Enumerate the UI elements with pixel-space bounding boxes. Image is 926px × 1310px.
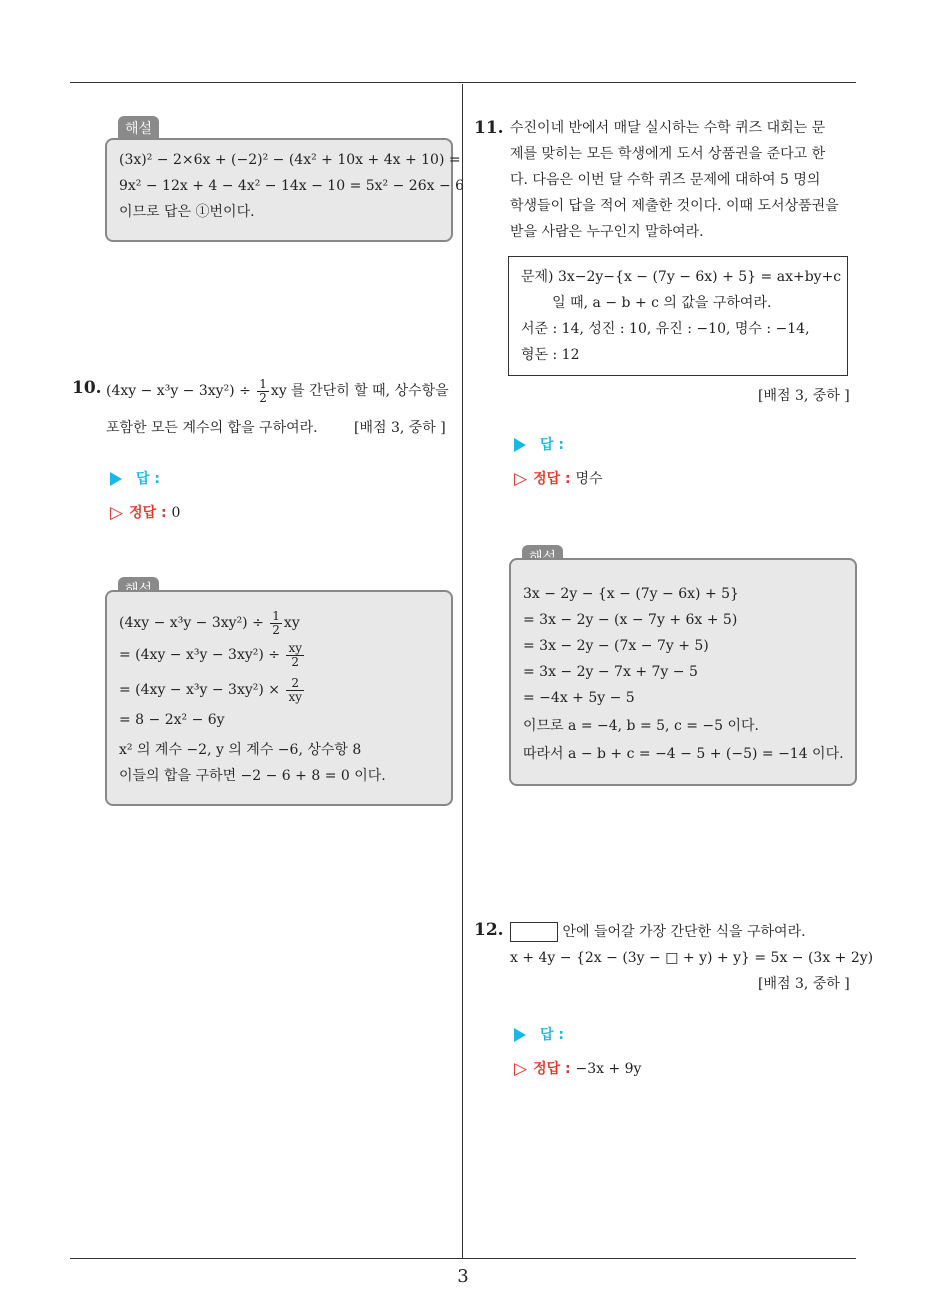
q10-explanation-box <box>105 590 453 806</box>
hollow-triangle-icon: ▷ <box>110 503 124 523</box>
q10-correct-row <box>110 502 180 523</box>
q11-answer-label: 답 : <box>540 437 564 453</box>
q10-answer-label: 답 : <box>136 471 160 487</box>
q11-expl-line-2: = 3x − 2y − (x − 7y + 6x + 5) <box>523 612 738 628</box>
q11-line-3: 다. 다음은 이번 달 수학 퀴즈 문제에 대하여 5 명의 <box>510 172 821 188</box>
page-number: 3 <box>457 1266 469 1287</box>
question-number: 11. <box>474 118 504 138</box>
q10-expl-l3-pre: = (4xy − x³y − 3xy²) × <box>119 682 285 699</box>
top-rule <box>70 82 856 83</box>
q11-expl-line-6: 이므로 a = −4, b = 5, c = −5 이다. <box>523 718 759 734</box>
explanation-tab: 해설 <box>118 116 159 140</box>
q11-expl-line-4: = 3x − 2y − 7x + 7y − 5 <box>523 664 698 680</box>
q11-expl-line-7: 따라서 a − b + c = −4 − 5 + (−5) = −14 이다. <box>523 746 844 762</box>
q11-expl-line-1: 3x − 2y − {x − (7y − 6x) + 5} <box>523 586 739 602</box>
q12-score: [배점 3, 중하 ] <box>758 976 850 992</box>
hollow-triangle-icon: ▷ <box>514 469 528 489</box>
q10-correct-value: 0 <box>171 505 181 521</box>
q9-expl-line-1: (3x)² − 2×6x + (−2)² − (4x² + 10x + 4x + 10) = <box>119 152 461 168</box>
q9-expl-line-3: 이므로 답은 ①번이다. <box>119 204 255 220</box>
q10-expl-l1-pre: (4xy − x³y − 3xy²) ÷ <box>119 615 269 632</box>
q12-answer-row <box>514 1024 564 1044</box>
q11-problem-box <box>508 256 848 376</box>
q9-explanation-box <box>105 138 465 242</box>
q9-expl-line-2: 9x² − 12x + 4 − 4x² − 14x − 10 = 5x² − 26x − 6 <box>119 178 465 194</box>
q10-expl-line-5: x² 의 계수 −2, y 의 계수 −6, 상수항 8 <box>119 742 362 758</box>
q11-box-line-1: 문제) 3x−2y−{x − (7y − 6x) + 5} = ax+by+c <box>521 269 842 285</box>
q10-expl-line-4: = 8 − 2x² − 6y <box>119 712 225 728</box>
q11-box-line-3: 서준 : 14, 성진 : 10, 유진 : −10, 명수 : −14, <box>521 321 810 337</box>
q11-expl-line-5: = −4x + 5y − 5 <box>523 690 635 706</box>
q11-answer-row <box>514 434 564 454</box>
q12-correct-row <box>514 1058 641 1079</box>
q10-expl-frac-2 <box>286 642 304 668</box>
column-divider <box>462 84 463 1258</box>
q10-expr-post: xy 를 간단히 할 때, 상수항을 <box>270 383 449 400</box>
q11-expl-line-3: = 3x − 2y − (7x − 7y + 5) <box>523 638 709 654</box>
q11-box-line-4: 형돈 : 12 <box>521 347 580 363</box>
q10-expl-frac-3 <box>286 677 304 703</box>
q11-score: [배점 3, 중하 ] <box>758 388 850 404</box>
q12-line-1-text: 안에 들어갈 가장 간단한 식을 구하여라. <box>562 924 806 940</box>
q11-line-2: 제를 맞히는 모든 학생에게 도서 상품권을 준다고 한 <box>510 146 826 162</box>
q12-answer-label: 답 : <box>540 1027 564 1043</box>
q11-box-line-2: 일 때, a − b + c 의 값을 구하여라. <box>521 295 772 311</box>
q11-line-4: 학생들이 답을 적어 제출한 것이다. 이때 도서상품권을 <box>510 198 839 214</box>
q10-expl-l2-pre: = (4xy − x³y − 3xy²) ÷ <box>119 647 285 664</box>
q10-expression <box>106 378 449 404</box>
q10-expl-l1-post: xy <box>283 615 300 632</box>
q12-line-1 <box>510 922 806 942</box>
q11-correct-value: 명수 <box>575 471 603 487</box>
question-number: 12. <box>474 920 504 940</box>
q10-answer-row <box>110 468 160 488</box>
q10-expl-line-1 <box>119 610 300 636</box>
frac-den: xy <box>288 689 302 704</box>
q10-expl-line-6: 이들의 합을 구하면 −2 − 6 + 8 = 0 이다. <box>119 768 386 784</box>
q10-correct-label: 정답 : <box>129 505 167 521</box>
answer-blank-box <box>510 922 558 942</box>
q10-score: [배점 3, 중하 ] <box>354 420 446 436</box>
hollow-triangle-icon: ▷ <box>514 1059 528 1079</box>
question-number: 10. <box>72 378 102 398</box>
q11-line-1: 수진이네 반에서 매달 실시하는 수학 퀴즈 대회는 문 <box>510 120 826 136</box>
q10-fraction <box>257 378 269 404</box>
q11-line-5: 받을 사람은 누구인지 말하여라. <box>510 224 704 240</box>
q10-frac-num: 1 <box>259 377 267 391</box>
frac-num: 2 <box>286 677 304 691</box>
q11-correct-row <box>514 468 603 489</box>
q12-line-2: x + 4y − {2x − (3y − □ + y) + y} = 5x − (3x + 2y) <box>510 950 874 966</box>
q10-line-2: 포함한 모든 계수의 합을 구하여라. <box>106 420 318 436</box>
bottom-rule <box>70 1258 856 1259</box>
frac-den: 2 <box>291 654 300 669</box>
q12-correct-value: −3x + 9y <box>575 1061 642 1077</box>
play-arrow-icon <box>514 438 526 452</box>
q12-correct-label: 정답 : <box>533 1061 571 1077</box>
frac-num: xy <box>288 641 302 655</box>
play-arrow-icon <box>110 472 122 486</box>
q11-explanation-box <box>509 558 857 786</box>
q10-expl-line-3 <box>119 677 306 703</box>
q10-expr-pre: (4xy − x³y − 3xy²) ÷ <box>106 383 256 400</box>
q10-expl-frac-1 <box>270 610 282 636</box>
q11-correct-label: 정답 : <box>533 471 571 487</box>
play-arrow-icon <box>514 1028 526 1042</box>
q10-expl-line-2 <box>119 642 306 668</box>
frac-den: 2 <box>272 622 280 637</box>
frac-num: 1 <box>272 609 280 623</box>
q10-frac-den: 2 <box>259 390 267 405</box>
